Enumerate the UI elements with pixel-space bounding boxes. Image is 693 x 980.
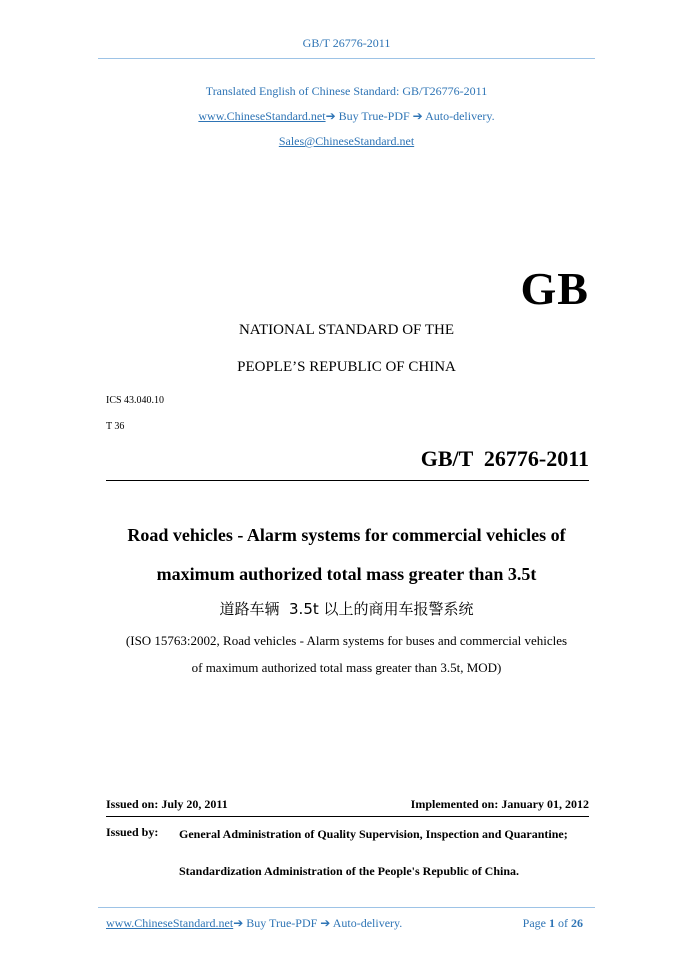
standard-number: GB/T 26776-2011 [420, 446, 589, 471]
promo-buy-text: Buy True-PDF [335, 109, 413, 123]
page-number: 1 [549, 916, 555, 930]
issuer-org2: Standardization Administration of the People's Republic of China. [179, 864, 520, 878]
implemented-on-date: Implemented on: January 01, 2012 [410, 797, 589, 811]
issuer-org1: General Administration of Quality Supervision, Inspection and Quarantine; [179, 827, 568, 841]
promo-links-line [0, 109, 693, 124]
issued-on-date: Issued on: July 20, 2011 [106, 797, 228, 811]
national-standard-line1: NATIONAL STANDARD OF THE [238, 322, 455, 338]
title-line1: Road vehicles - Alarm systems for commercial vehicles of [127, 525, 566, 545]
footer-divider [98, 907, 595, 908]
title-chinese: 道路车辆 3.5t 以上的商用车报警系统 [219, 600, 474, 618]
issued-by-label: Issued by: [106, 825, 159, 839]
promo-email-line [0, 134, 693, 149]
gb-logo: GB [520, 263, 589, 314]
ics-code: ICS 43.040.10 [106, 395, 165, 406]
footer-buy-text: Buy True-PDF [243, 916, 321, 930]
arrow-icon: ➔ [320, 916, 331, 930]
promo-delivery-text: Auto-delivery. [422, 109, 495, 123]
page-indicator [523, 916, 583, 931]
iso-reference-line1: (ISO 15763:2002, Road vehicles - Alarm systems for buses and commercial vehicles [125, 633, 568, 648]
footer-delivery-text: Auto-delivery. [330, 916, 403, 930]
iso-reference-line2: of maximum authorized total mass greater than 3.5t, MOD) [191, 660, 502, 675]
national-standard-line2: PEOPLE’S REPUBLIC OF CHINA [237, 359, 456, 375]
title-line2: maximum authorized total mass greater than 3.5t [156, 564, 537, 584]
standard-number-rule [106, 480, 589, 481]
arrow-icon: ➔ [325, 109, 336, 123]
promo-translation-line: Translated English of Chinese Standard: GB/T26776-2011 [205, 84, 488, 98]
footer-links-line [106, 916, 402, 931]
promo-site-link[interactable]: www.ChineseStandard.net [198, 109, 326, 123]
header-doc-code: GB/T 26776-2011 [302, 36, 391, 50]
page-word: Page [522, 916, 546, 930]
page-total: 26 [571, 916, 583, 930]
arrow-icon: ➔ [412, 109, 423, 123]
header-divider [98, 58, 595, 59]
promo-email-link[interactable]: Sales@ChineseStandard.net [278, 134, 415, 148]
dates-rule [106, 816, 589, 817]
footer-site-link[interactable]: www.ChineseStandard.net [106, 916, 234, 930]
arrow-icon: ➔ [233, 916, 244, 930]
of-word: of [558, 916, 568, 930]
classification-code: T 36 [106, 421, 125, 432]
